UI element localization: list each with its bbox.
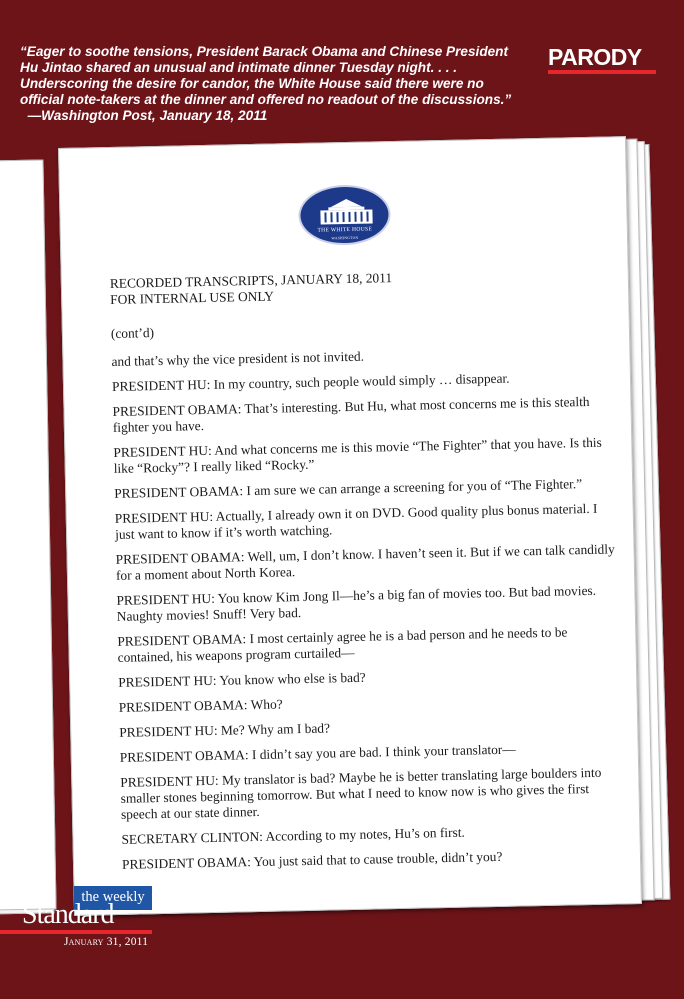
transcript-paragraph: PRESIDENT OBAMA: I am sure we can arrange a screening for you of “The Fighter.”	[114, 476, 583, 501]
transcript-classification: FOR INTERNAL USE ONLY	[110, 288, 275, 307]
transcript-paragraph: PRESIDENT OBAMA: I didn’t say you are bad. I think your translator—	[119, 741, 516, 765]
parody-badge: PARODY	[548, 44, 642, 70]
transcript-header	[110, 266, 611, 308]
seal-label: THE WHITE HOUSE	[317, 226, 373, 234]
transcript-paragraph: PRESIDENT HU: Me? Why am I bad?	[119, 720, 331, 740]
masthead-weekly: the weekly	[74, 886, 152, 910]
transcript-paragraph: PRESIDENT OBAMA: Who?	[118, 696, 283, 715]
masthead-standard: Standard	[22, 899, 114, 930]
transcript-lines	[111, 315, 622, 872]
transcript-page	[58, 136, 642, 916]
epigraph-quote	[20, 44, 520, 124]
side-page	[0, 159, 57, 910]
transcript-title: RECORDED TRANSCRIPTS, JANUARY 18, 2011	[109, 270, 393, 291]
transcript-paragraph: PRESIDENT HU: And what concerns me is this movie “The Fighter” that you have. Is this like “Rocky”? I really liked “Rocky.”	[113, 434, 602, 476]
transcript-paragraph: (cont’d)	[110, 325, 155, 341]
parody-underline	[548, 70, 656, 74]
transcript-paragraph: PRESIDENT OBAMA: That’s interesting. But Hu, what most concerns me is this stealth fighter you have.	[112, 393, 590, 435]
transcript-paragraph: PRESIDENT HU: Actually, I already own it on DVD. Good quality plus bonus material. I just want to know if it’s worth watching.	[114, 500, 598, 542]
transcript-paragraph: PRESIDENT HU: You know who else is bad?	[118, 669, 366, 690]
white-house-seal	[298, 184, 391, 246]
transcript-paragraph: PRESIDENT HU: My translator is bad? Maybe he is better translating large boulders into smaller stones beginning tomorrow. But what I need to know now is who gives the first speech at our state dinner.	[120, 764, 602, 822]
transcript-paragraph: PRESIDENT HU: You know Kim Jong Il—he’s a big fan of movies too. But bad movies. Naughty movies! Snuff! Very bad.	[116, 582, 597, 624]
transcript-paragraph: PRESIDENT HU: In my country, such people would simply … disappear.	[111, 370, 510, 394]
transcript-body	[110, 266, 623, 882]
quote-text: “Eager to soothe tensions, President Barack Obama and Chinese President Hu Jintao shared an unusual and intimate dinner Tuesday night. . . . Underscoring the desire for candor, the White House said there were no official note-takers at the dinner and offered no readout of the discussions.”	[20, 44, 512, 107]
quote-attribution: —Washington Post, January 18, 2011	[27, 108, 268, 123]
transcript-paragraph: SECRETARY CLINTON: According to my notes, Hu’s on first.	[121, 824, 465, 847]
transcript-paragraph: PRESIDENT OBAMA: You just said that to cause trouble, didn’t you?	[121, 848, 503, 872]
transcript-paragraph: and that’s why the vice president is not invited.	[111, 348, 365, 369]
issue-date: January 31, 2011	[64, 936, 149, 948]
transcript-paragraph: PRESIDENT OBAMA: I most certainly agree he is a bad person and he needs to be contained, his weapons program curtailed—	[117, 624, 568, 665]
seal-sublabel: WASHINGTON	[331, 235, 359, 241]
masthead-underline	[0, 930, 152, 934]
transcript-paragraph: PRESIDENT OBAMA: Well, um, I don’t know. I haven’t seen it. But if we can talk candidly for a moment about North Korea.	[115, 541, 615, 583]
